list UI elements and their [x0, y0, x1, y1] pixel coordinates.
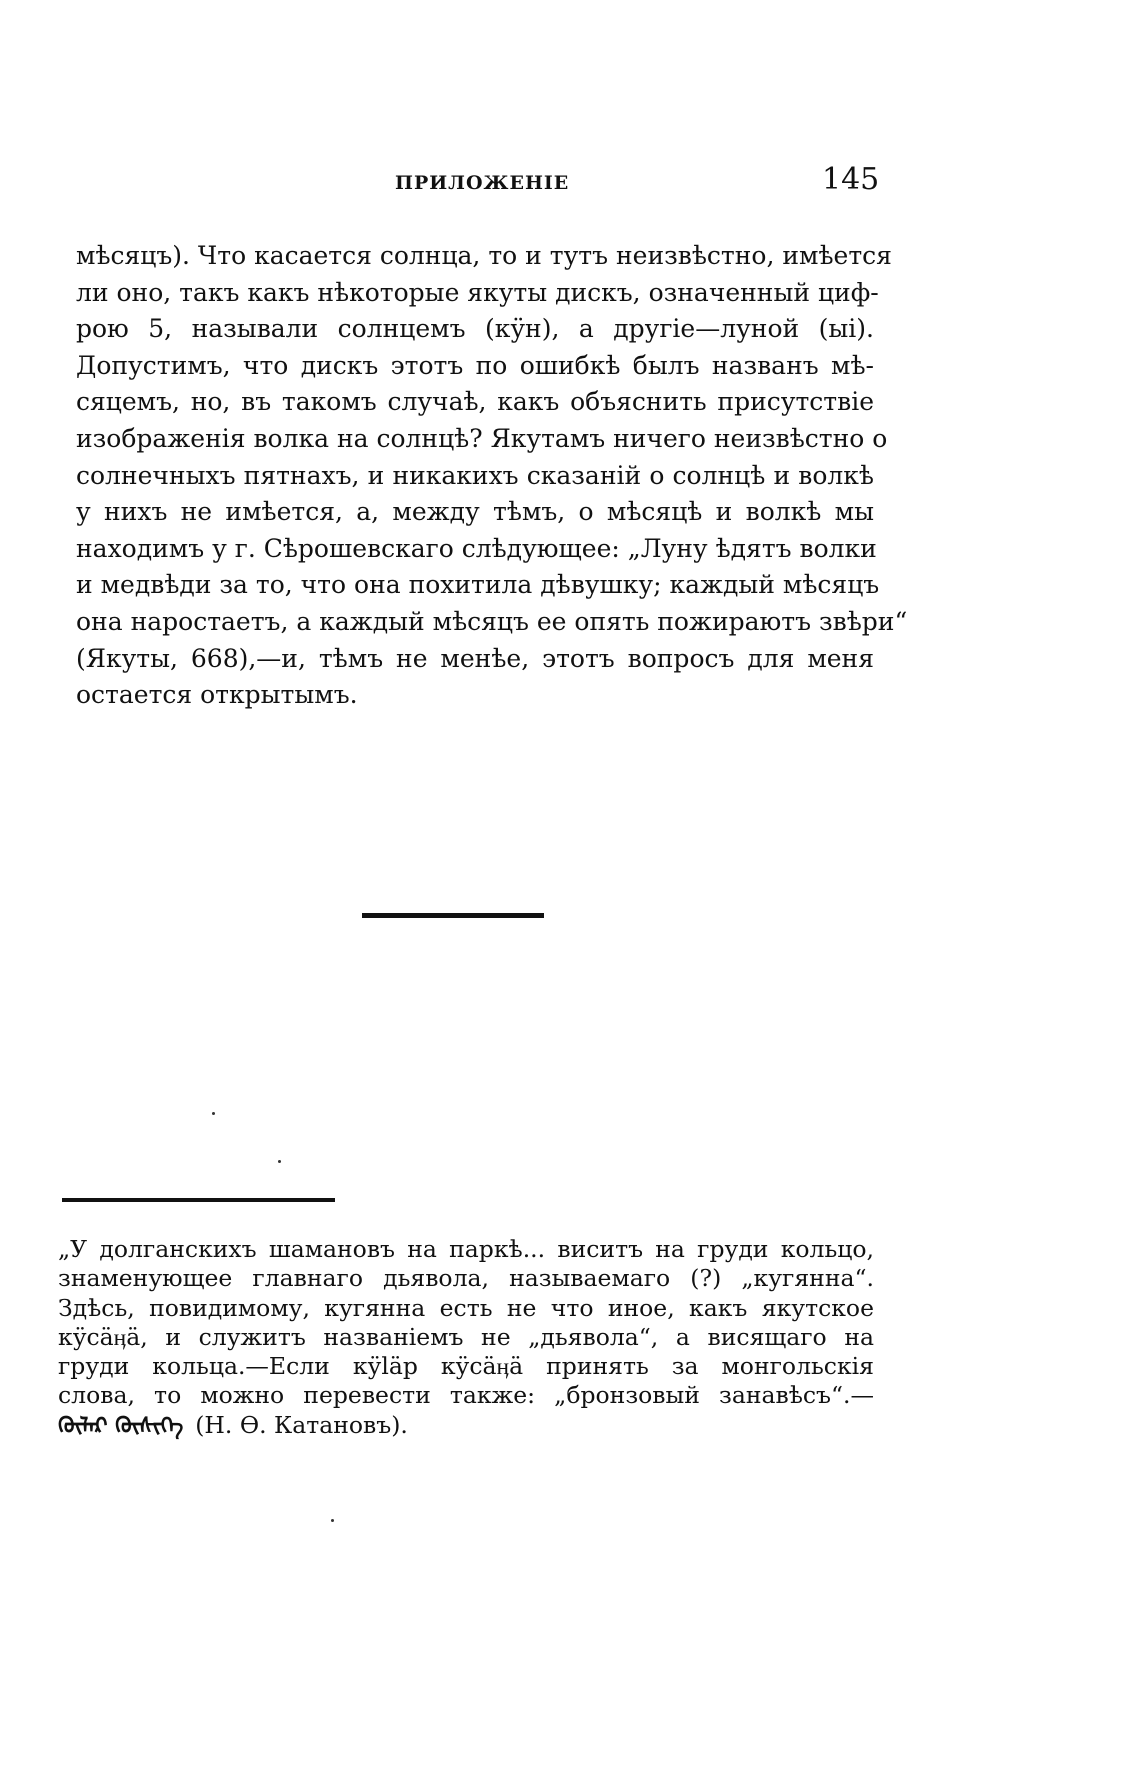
- running-title: ПРИЛОЖЕНІЕ: [395, 172, 570, 194]
- footnote-line: знаменующее главнаго дьявола, называемаго (?) „кугянна“.: [58, 1264, 874, 1293]
- footnote-line: „У долганскихъ шамановъ на паркѣ... виситъ на груди кольцо,: [58, 1235, 874, 1263]
- body-line: (Якуты, 668),—и, тѣмъ не менѣе, этотъ вопросъ для меня: [76, 643, 874, 673]
- print-speck: [331, 1519, 334, 1522]
- print-speck: [212, 1112, 215, 1115]
- footnote-line: Здѣсь, повидимому, кугянна есть не что иное, какъ якутское: [58, 1293, 874, 1322]
- main-paragraph: [76, 238, 908, 714]
- print-speck: [278, 1160, 281, 1163]
- footnote-divider: [62, 1198, 335, 1202]
- body-line: остается открытымъ.: [76, 680, 358, 710]
- body-line: Допустимъ, что дискъ этотъ по ошибкѣ былъ названъ мѣ-: [76, 350, 874, 380]
- section-divider: [362, 913, 544, 918]
- body-line: у нихъ не имѣется, а, между тѣмъ, о мѣсяцѣ и волкѣ мы: [76, 497, 874, 527]
- body-line: мѣсяцъ). Что касается солнца, то и тутъ неизвѣстно, имѣется: [76, 241, 892, 270]
- body-line: находимъ у г. Сѣрошевскаго слѣдующее: „Луну ѣдятъ волки: [76, 533, 877, 563]
- mongolian-script: ᠬᠥᠯᠡᠷ ᠬᠦᠰᠢᠭ᠌ᠡ: [58, 1413, 184, 1439]
- footnote-last-line: [58, 1411, 874, 1440]
- page-number: 145: [822, 162, 880, 197]
- footnote-line: груди кольца.—Если кӱlӓр кӱсӓӊӓ принять за монгольскія: [58, 1352, 874, 1381]
- body-line: сяцемъ, но, въ такомъ случаѣ, какъ объяснить присутствіе: [76, 387, 874, 417]
- body-line: изображенія волка на солнцѣ? Якутамъ ничего неизвѣстно о: [76, 423, 888, 453]
- body-line: солнечныхъ пятнахъ, и никакихъ сказаній о солнцѣ и волкѣ: [76, 460, 874, 490]
- body-line: ли оно, такъ какъ нѣкоторые якуты дискъ, означенный циф-: [76, 277, 879, 307]
- footnote-line: кӱсӓӊӓ, и служитъ названіемъ не „дьявола“, а висящаго на: [58, 1322, 874, 1351]
- author-attribution: (Н. Ѳ. Катановъ).: [195, 1410, 408, 1439]
- body-line: рою 5, называли солнцемъ (кӱн), а другіе—луной (ыі).: [76, 314, 874, 344]
- footnote: [58, 1235, 874, 1440]
- footnote-line: слова, то можно перевести также: „бронзовый занавѣсъ“.—: [58, 1381, 874, 1410]
- body-line: и медвѣди за то, что она похитила дѣвушку; каждый мѣсяцъ: [76, 570, 880, 600]
- body-line: она наростаетъ, а каждый мѣсяцъ ее опять пожираютъ звѣри“: [76, 606, 908, 636]
